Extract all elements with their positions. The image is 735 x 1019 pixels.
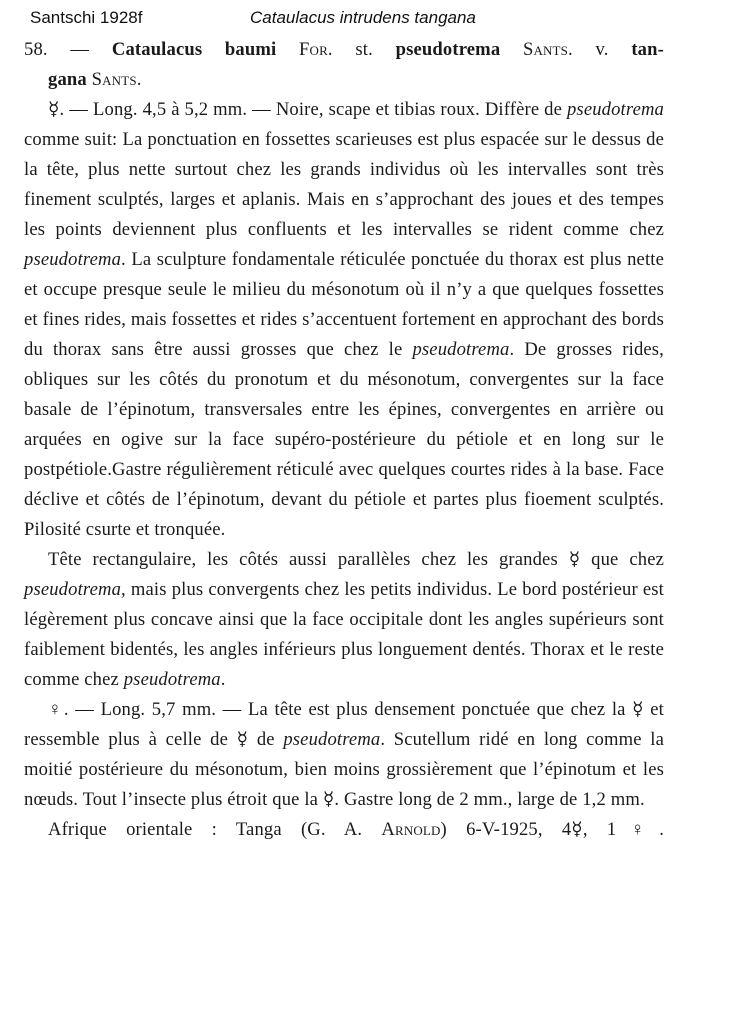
female-description-paragraph: ♀. — Long. 5,7 mm. — La tête est plus densement ponctuée que chez la ☿ et ressemble plus à celle de ☿ de pseudotrema. Scutellum ridé en long comme la moitié postérieure du mésonotum, bien moins grossièrement que l’épinotum et les nœuds. Tout l’insecte plus étroit que la ☿. Gastre long de 2 mm., large de 1,2 mm. [24,699,664,810]
author-forel: For. [299,39,333,60]
page-body [24,35,664,845]
taxon-italic: pseudotrema [283,729,381,750]
taxon-italic: pseudotrema [412,339,510,360]
entry-number: 58. — [24,39,90,60]
taxon-italic: pseudotrema [123,669,221,690]
worker-description-paragraph: ☿. — Long. 4,5 à 5,2 mm. — Noire, scape et tibias roux. Diffère de pseudotrema comme suit: La ponctuation en fossettes scarieuses est plus espacée sur le dessus de la tête, plus nette surtout chez les grands individus où les intervalles sont très finement sculptés, larges et aplanis. Mais en s’approchant des joues et des tempes les points deviennent plus confluents et les intervalles se rident comme chez pseudotrema. La sculpture fondamentale réticulée ponctuée du thorax est plus nette et occupe presque seule le milieu du mésonotum où il n’y a que quelques fossettes et fines rides, mais fossettes et rides s’accentuent fortement en approchant des bords du thorax sans être aussi grosses que chez le pseudotrema. De grosses rides, obliques sur les côtés du pronotum et du mésonotum, convergentes sur la face basale de l’épinotum, transversales entre les épines, convergentes en arrière ou arquées en ogive sur la face supéro-postérieure du pétiole et en long sur le postpétiole.Gastre régulièrement réticulé avec quelques courtes rides à la base. Face déclive et côtés de l’épinotum, devant du pétiole et partes plus fioement sculptés. Pilosité csurte et tronquée. [24,99,664,540]
rank-st: st. [355,39,373,60]
header-right: Cataulacus intrudens tangana [250,8,476,27]
author-santschi-1: Sants. [522,39,573,60]
genus-species: Cataulacus baumi [111,39,277,60]
taxon-italic: pseudotrema [566,99,664,120]
taxon-italic: pseudotrema, [24,579,126,600]
head-description-paragraph: Tête rectangulaire, les côtés aussi parallèles chez les grandes ☿ que chez pseudotrema, mais plus convergents chez les petits individus. Le bord postérieur est légèrement plus concave ainsi que la face occipitale dont les angles supérieurs sont faiblement bidentés, les angles inférieurs plus longuement dentés. Thorax et le reste comme chez pseudotrema. [24,549,664,690]
collector-name: Arnold [381,819,441,840]
rank-v: v. [595,39,609,60]
species-heading-line-2 [24,65,664,95]
variety-name-part2: gana [48,69,87,90]
author-santschi-2: Sants. [91,69,142,90]
species-heading [24,35,664,95]
taxon-italic: pseudotrema [24,249,122,270]
subspecies-name: pseudotrema [395,39,501,60]
variety-name-part1: tan- [631,39,664,60]
locality-paragraph: Afrique orientale : Tanga (G. A. Arnold) 6-V-1925, 4☿, 1♀. [48,819,664,840]
species-heading-line-1 [24,35,664,65]
header-left: Santschi 1928f [30,8,143,27]
